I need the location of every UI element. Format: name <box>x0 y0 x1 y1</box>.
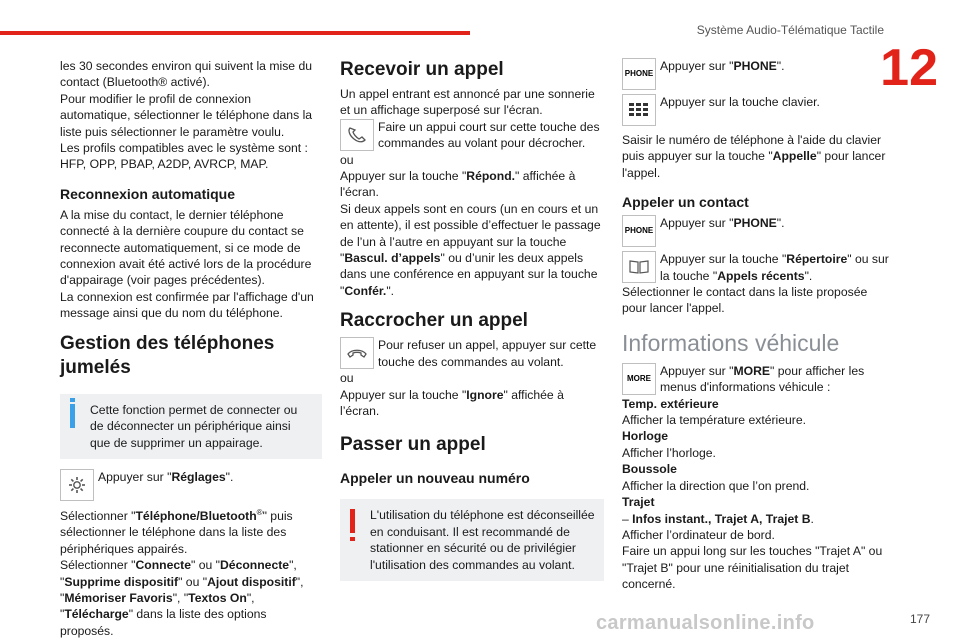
directory-step: Appuyer sur la touche "Répertoire" ou sur la touche "Appels récents". <box>622 251 890 284</box>
more-step: MORE Appuyer sur "MORE" pour afficher les menus d'informations véhicule : <box>622 363 890 396</box>
heading-informations: Informations véhicule <box>622 329 840 356</box>
keypad-icon[interactable] <box>622 94 656 126</box>
answer-step: Faire un appui court sur cette touche des commandes au volant pour décrocher. <box>340 119 604 152</box>
phone-hangup-icon[interactable] <box>340 337 374 369</box>
phone-step: PHONE Appuyer sur "PHONE". <box>622 58 890 90</box>
info-box <box>60 394 322 459</box>
warning-icon <box>350 509 355 533</box>
select-options-text: Sélectionner "Connecte" ou "Déconnecte", "Supprime dispositif" ou "Ajout dispositif", "Mémoriser Favoris", "Textos On", "Télécharge" dans la liste des options proposés. <box>60 558 304 638</box>
heading-nouveau-numero: Appeler un nouveau numéro <box>340 470 530 487</box>
heading-recevoir: Recevoir un appel <box>340 59 504 80</box>
profile-text: Pour modifier le profil de connexion automatique, sélectionner le téléphone dans la liste puis sélectionner le paramètre voulu. <box>60 91 313 139</box>
phone-answer-icon[interactable] <box>340 119 374 151</box>
column-2: Recevoir un appel Un appel entrant est annoncé par une sonnerie et un affichage superposé sur l'écran. Faire un appui court sur cette touche des commandes au volant pour décrocher. ou Appuyer sur la touche "Répond." affichée à l'écran. Si deux appels sont en cours (un en cours et un en attente), il est possible d’effectuer le passage de l’un à l’autre en appuyant sur la touche "Bascul. d’appels" ou d’unir les deux appels dans une conférence en appuyant sur la touche "Confér.". Raccrocher un appel Pour refuser un appel, appuyer sur cette touche des commandes au volant. ou Appuyer sur la touche "Ignore" affichée à l’écran. Passer un appel Appeler un nouveau numéro L'utilisation du téléphone est déconseillée en conduisant. Il est recommandé de stationner en sécurité ou de privilégier l'utilisation des commandes au volant. <box>340 58 604 581</box>
column-3: PHONE Appuyer sur "PHONE". Appuyer sur la touche clavier. Saisir le numéro de téléphone à l'aide du clavier puis appuyer sur la touche "Appelle" pour lancer l'appel. Appeler un contact PHONE Appuyer sur "PHONE". Appuyer sur la touche "Répertoire" ou sur la touche "Appels récents". Sélectionner le contact dans la liste proposée pour lancer l'appel. Informations véhicule MORE Appuyer sur "MORE" pour afficher les menus d'informations véhicule : Temp. extérieure Afficher la température extérieure. Horloge Afficher l’horloge. Boussole Afficher la direction que l’on prend. Trajet – Infos instant., Trajet A, Trajet B. Afficher l’ordinateur de bord. Faire un appui long sur les touches "Trajet A" ou "Trajet B" pour une réinitialisation du trajet concerné. <box>622 59 889 592</box>
recevoir-text: Un appel entrant est annoncé par une sonnerie et un affichage superposé sur l'écran. <box>340 87 595 118</box>
phone-button-icon[interactable]: PHONE <box>622 58 656 90</box>
watermark: carmanualsonline.info <box>596 612 815 634</box>
gear-icon[interactable] <box>60 469 94 501</box>
reconnexion-text: A la mise du contact, le dernier téléphone connecté à la dernière coupure du contact se reconnecte automatiquement, si ce mode de connexion avait été activé lors de la procédure d'appairage (voir pages précédentes). <box>60 207 312 288</box>
intro-text: les 30 secondes environ qui suivent la mise du contact (Bluetooth® activé). <box>60 59 313 90</box>
heading-passer: Passer un appel <box>340 434 486 456</box>
header-accent-bar <box>0 31 470 35</box>
column-1 <box>60 58 322 639</box>
reconnexion-confirm-text: La connexion est confirmée par l'affichage d'un message ainsi que du nom du téléphone. <box>60 289 314 321</box>
more-button-icon[interactable]: MORE <box>622 363 656 395</box>
heading-contact: Appeler un contact <box>622 194 749 211</box>
page-number: 177 <box>909 612 930 626</box>
profiles-text: Les profils compatibles avec le système sont : HFP, OPP, PBAP, A2DP, AVRCP, MAP. <box>60 141 308 172</box>
heading-raccrocher: Raccrocher un appel <box>340 310 528 332</box>
info-text: Cette fonction permet de connecter ou de déconnecter un périphérique ainsi que de supprimer un appairage. <box>90 402 298 450</box>
keypad-step: Appuyer sur la touche clavier. <box>622 94 890 126</box>
warning-box <box>340 499 604 581</box>
info-icon <box>70 404 75 428</box>
chapter-number: 12 <box>880 39 938 97</box>
heading-reconnexion: Reconnexion automatique <box>60 185 236 202</box>
select-phone-text: Sélectionner "Téléphone/Bluetooth®" puis sélectionner le téléphone dans la liste des périphériques appairés. <box>60 507 293 556</box>
heading-gestion: Gestion des téléphones jumelés <box>60 332 275 378</box>
warning-text: L'utilisation du téléphone est déconseillée en conduisant. Il est recommandé de stationner en sécurité ou de privilégier l'utilisation des commandes au volant. <box>370 508 595 572</box>
book-icon[interactable] <box>622 251 656 283</box>
settings-step: Appuyer sur "Réglages". <box>60 469 322 501</box>
contact-phone-step: PHONE Appuyer sur "PHONE". <box>622 215 890 247</box>
header-title: Système Audio-Télématique Tactile <box>696 23 884 37</box>
hangup-step: Pour refuser un appel, appuyer sur cette touche des commandes au volant. <box>340 337 604 370</box>
phone-button-icon[interactable]: PHONE <box>622 215 656 247</box>
